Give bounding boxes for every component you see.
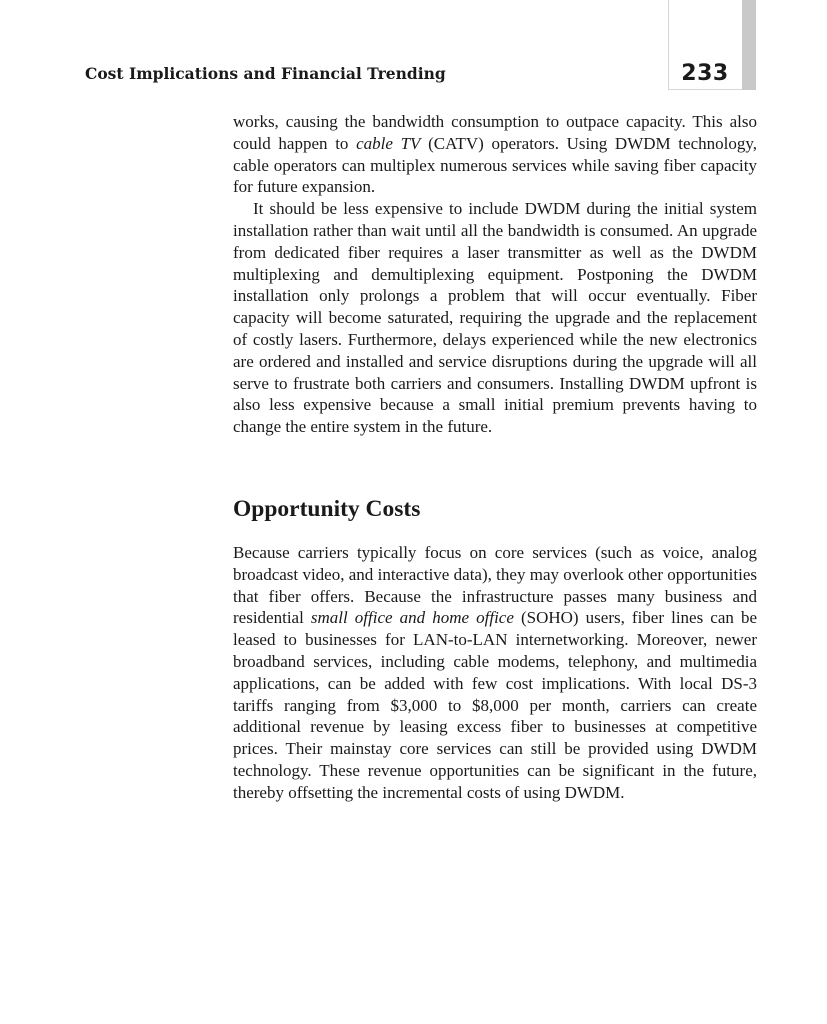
section-heading-opportunity-costs: Opportunity Costs bbox=[233, 496, 421, 522]
page-number: 233 bbox=[681, 61, 729, 86]
intro-paragraph-1: works, causing the bandwidth consumption to outpace capacity. This also could happen to cable TV (CATV) operators. Using DWDM technology, cable operators can multiplex numerous services while saving fiber capacity for future expansion. bbox=[233, 112, 757, 197]
intro-section bbox=[233, 111, 757, 438]
emphasis-soho: small office and home office bbox=[310, 608, 514, 628]
opportunity-costs-section bbox=[233, 542, 757, 804]
intro-paragraph-2: It should be less expensive to include DWDM during the initial system installation rather than wait until all the bandwidth is consumed. An upgrade from dedicated fiber requires a laser transmitter as well as the DWDM multiplexing and demultiplexing equipment. Postponing the DWDM installation only prolongs a problem that will occur eventually. Fiber capacity will become saturated, requiring the upgrade and the replacement of costly lasers. Furthermore, delays experienced while the new electronics are ordered and installed and service disruptions during the upgrade will all serve to frustrate both carriers and consumers. Installing DWDM upfront is also less expensive because a small initial premium prevents having to change the entire system in the future. bbox=[233, 199, 757, 437]
running-header-title: Cost Implications and Financial Trending bbox=[85, 64, 446, 83]
opportunity-paragraph-1: Because carriers typically focus on core services (such as voice, analog broadcast video, and interactive data), they may overlook other opportunities that fiber offers. Because the infrastructure passes many business and residential small office and home office (SOHO) users, fiber lines can be leased to businesses for LAN-to-LAN internetworking. Moreover, newer broadband services, including cable modems, telephony, and multimedia applications, can be added with few cost implications. With local DS-3 tariffs ranging from $3,000 to $8,000 per month, carriers can create additional revenue by leasing excess fiber to businesses at competitive prices. Their mainstay core services can still be provided using DWDM technology. These revenue opportunities can be significant in the future, thereby offsetting the incremental costs of using DWDM. bbox=[233, 543, 757, 802]
page-edge-tab bbox=[742, 0, 756, 90]
emphasis-cable-tv: cable TV bbox=[356, 133, 421, 153]
